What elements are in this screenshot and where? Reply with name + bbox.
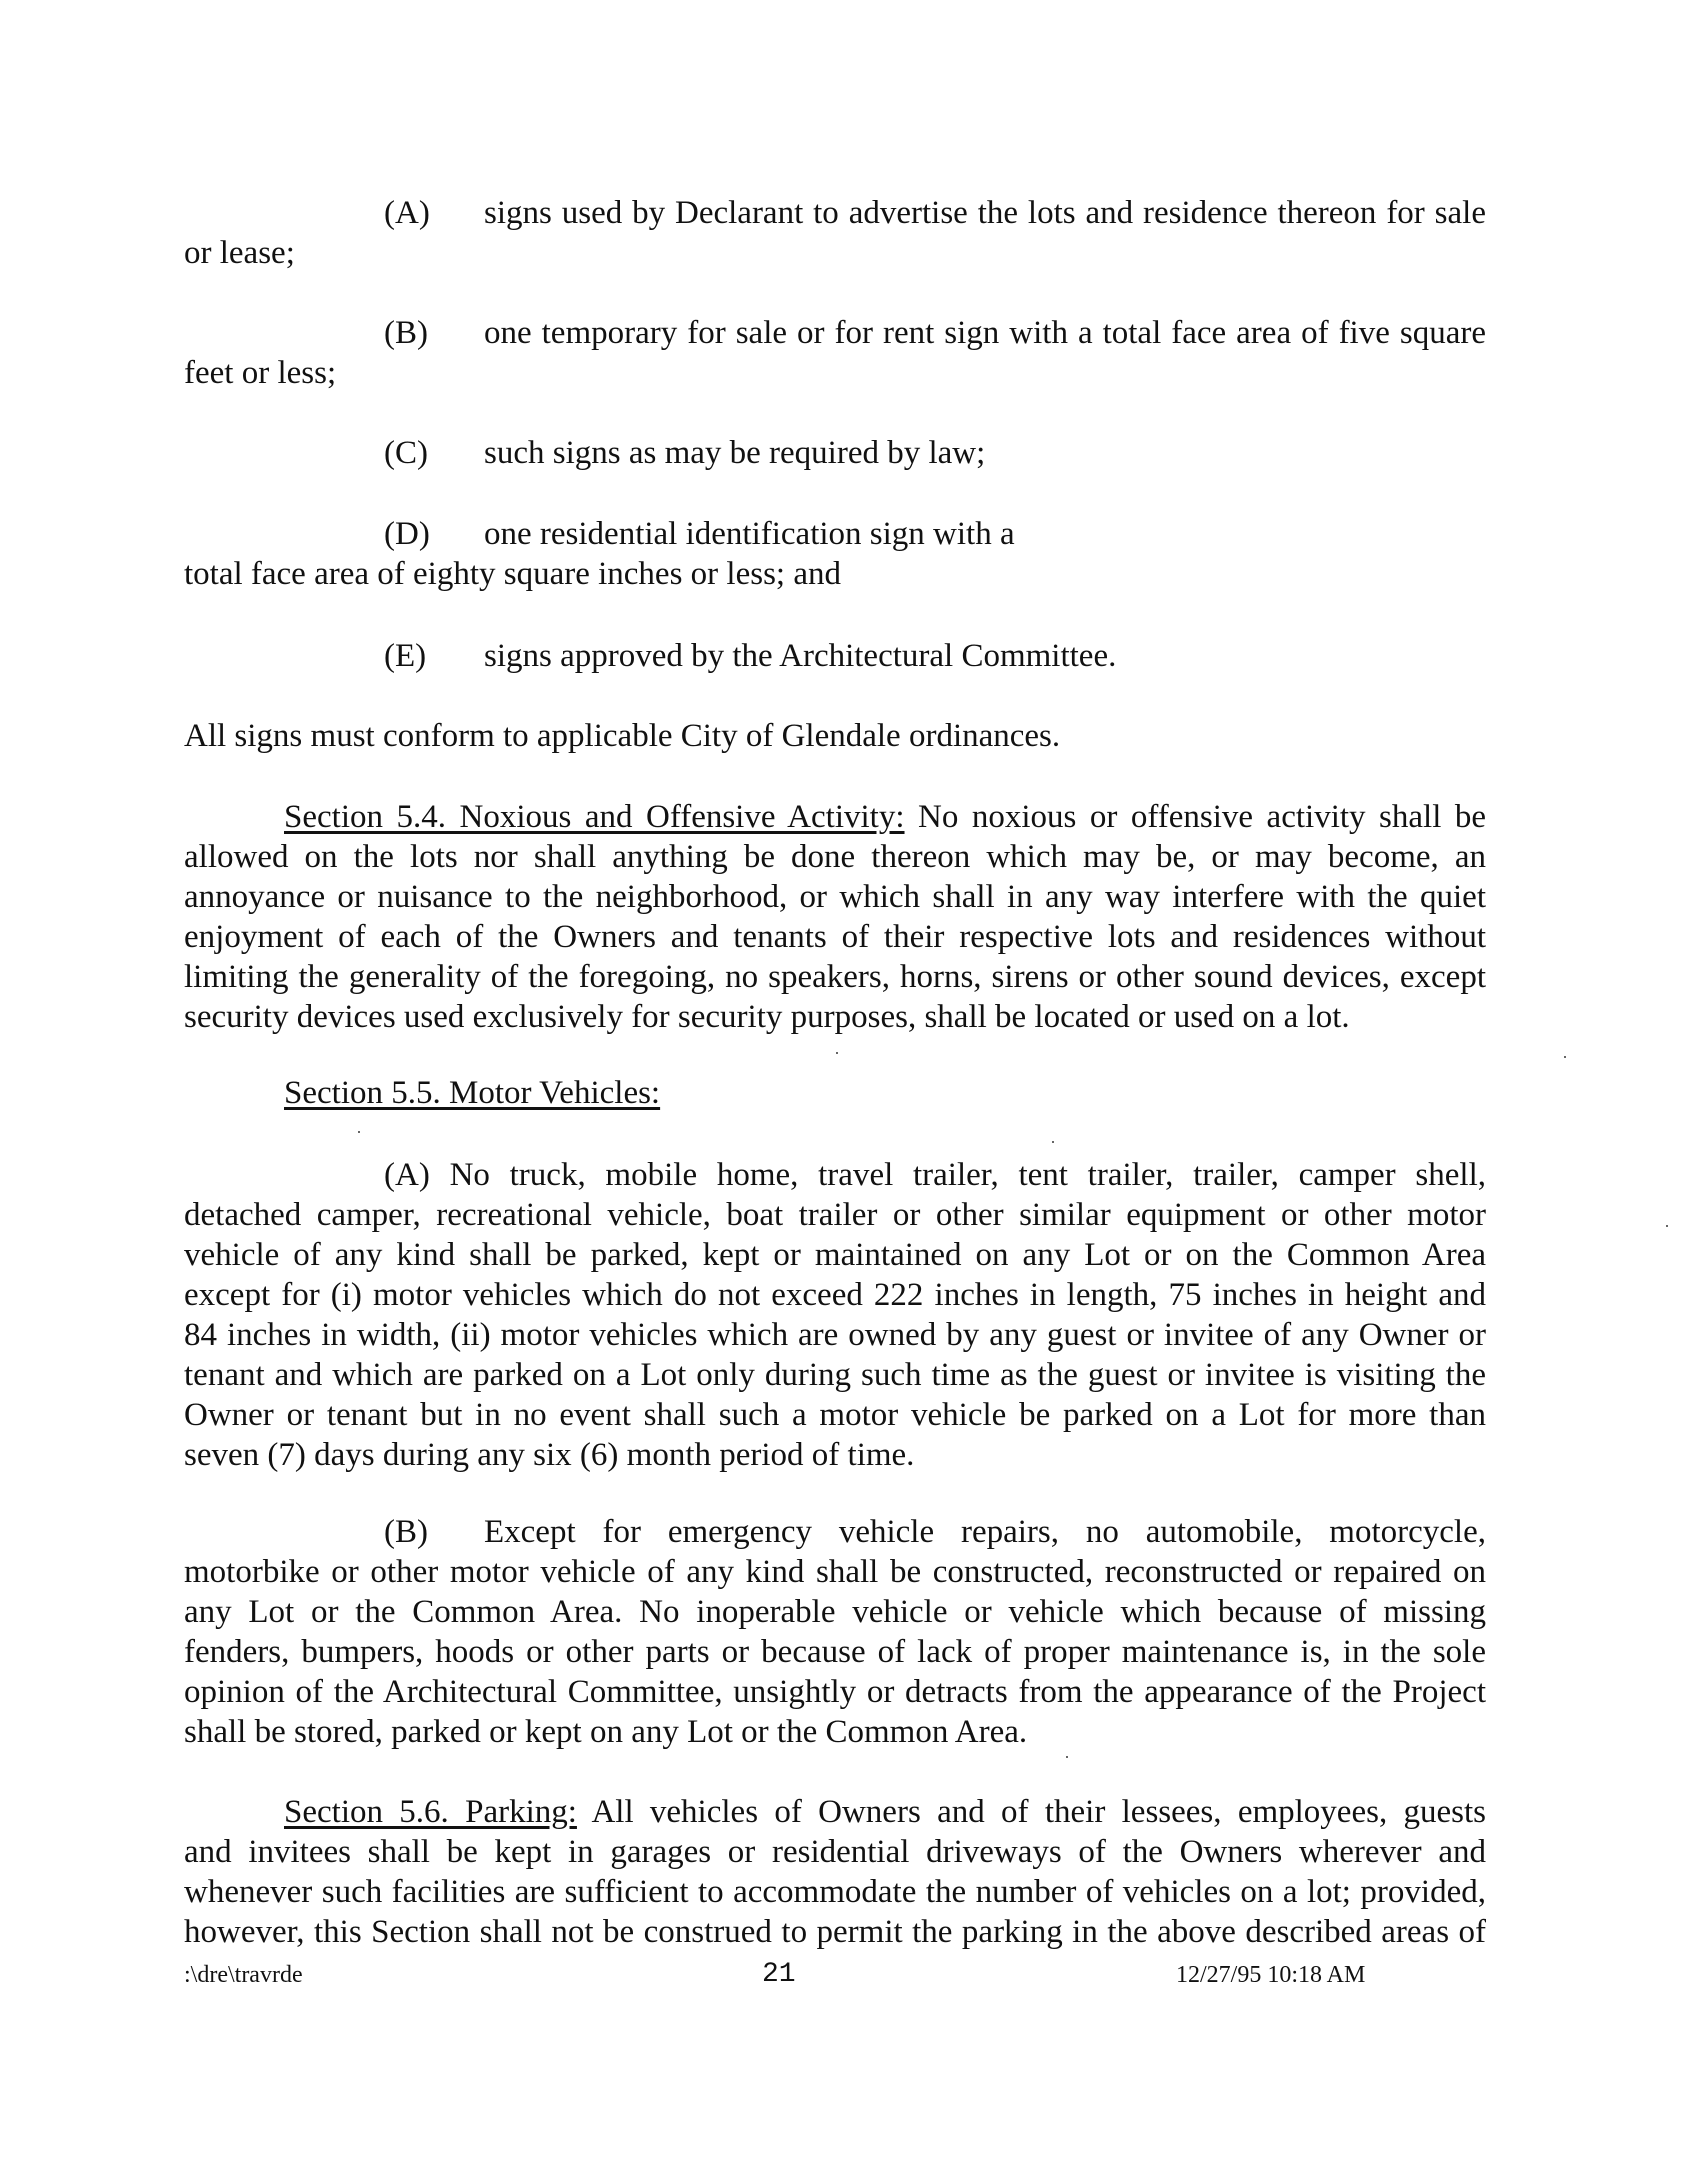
scan-speck [1066, 1756, 1068, 1758]
paragraph-line: detached camper, recreational vehicle, boat trailer or other similar equipment or other motor [184, 1197, 1486, 1233]
page-number: 21 [762, 1959, 796, 1990]
section-heading: Section 5.6. Parking: [284, 1794, 577, 1830]
item-text: feet or less; [184, 355, 337, 391]
sign-item-c [184, 433, 1486, 473]
paragraph-line: Except for emergency vehicle repairs, no automobile, motorcycle, [484, 1514, 1486, 1550]
item-label: (C) [384, 435, 428, 471]
item-text: signs used by Declarant to advertise the lots and residence thereon for sale [484, 195, 1486, 231]
scan-speck [836, 1052, 838, 1054]
item-text: such signs as may be required by law; [484, 435, 986, 471]
paragraph-line: All signs must conform to applicable City of Glendale ordinances. [184, 718, 1061, 754]
paragraph-line: however, this Section shall not be construed to permit the parking in the above described areas of [184, 1914, 1486, 1950]
paragraph-line: No noxious or offensive activity shall be [918, 799, 1487, 835]
page-footer [184, 1955, 1486, 1995]
item-text: one residential identification sign with a [484, 516, 1015, 552]
paragraph-line: All vehicles of Owners and of their lessees, employees, guests [591, 1794, 1486, 1830]
item-text: total face area of eighty square inches or less; and [184, 556, 841, 592]
section-5-5-heading [184, 1073, 1486, 1113]
paragraph-line: except for (i) motor vehicles which do not exceed 222 inches in length, 75 inches in height and [184, 1277, 1486, 1313]
section-heading: Section 5.5. Motor Vehicles: [284, 1075, 661, 1111]
item-text: one temporary for sale or for rent sign with a total face area of five square [484, 315, 1486, 351]
section-heading: Section 5.4. Noxious and Offensive Activity: [284, 799, 905, 835]
sign-item-d [184, 514, 1486, 594]
item-label: (D) [384, 516, 430, 552]
item-label: (B) [384, 1514, 428, 1550]
paragraph-line: 84 inches in width, (ii) motor vehicles which are owned by any guest or invitee of any Owner or [184, 1317, 1486, 1353]
paragraph-line: annoyance or nuisance to the neighborhood, or which shall in any way interfere with the quiet [184, 879, 1486, 915]
sign-item-e [184, 636, 1486, 676]
item-label: (E) [384, 638, 427, 674]
item-label: (A) [384, 195, 430, 231]
section-5-5-b [184, 1512, 1486, 1752]
footer-file-path: :\dre\travrde [184, 1962, 303, 1988]
paragraph-line: seven (7) days during any six (6) month period of time. [184, 1437, 915, 1473]
section-5-5-a [184, 1155, 1486, 1475]
paragraph-line: motorbike or other motor vehicle of any kind shall be constructed, reconstructed or repaired on [184, 1554, 1486, 1590]
sign-item-a [184, 193, 1486, 273]
paragraph-line: opinion of the Architectural Committee, unsightly or detracts from the appearance of the Project [184, 1674, 1486, 1710]
paragraph-line: security devices used exclusively for security purposes, shall be located or used on a lot. [184, 999, 1350, 1035]
item-text: signs approved by the Architectural Committee. [484, 638, 1117, 674]
item-label: (B) [384, 315, 428, 351]
paragraph-line: fenders, bumpers, hoods or other parts or because of lack of proper maintenance is, in the sole [184, 1634, 1486, 1670]
footer-timestamp: 12/27/95 10:18 AM [1176, 1962, 1366, 1988]
paragraph-line: No truck, mobile home, travel trailer, tent trailer, trailer, camper shell, [449, 1157, 1486, 1193]
item-label: (A) [384, 1157, 430, 1193]
paragraph-line: Owner or tenant but in no event shall such a motor vehicle be parked on a Lot for more than [184, 1397, 1486, 1433]
paragraph-line: tenant and which are parked on a Lot only during such time as the guest or invitee is visiting the [184, 1357, 1486, 1393]
paragraph-line: whenever such facilities are sufficient to accommodate the number of vehicles on a lot; provided, [184, 1874, 1486, 1910]
scan-speck [1564, 1056, 1566, 1058]
paragraph-line: limiting the generality of the foregoing, no speakers, horns, sirens or other sound devices, except [184, 959, 1486, 995]
paragraph-line: shall be stored, parked or kept on any Lot or the Common Area. [184, 1714, 1028, 1750]
signs-conform-paragraph [184, 716, 1486, 756]
paragraph-line: any Lot or the Common Area. No inoperable vehicle or vehicle which because of missing [184, 1594, 1486, 1630]
paragraph-line: enjoyment of each of the Owners and tenants of their respective lots and residences without [184, 919, 1486, 955]
paragraph-line: and invitees shall be kept in garages or residential driveways of the Owners wherever and [184, 1834, 1486, 1870]
sign-item-b [184, 313, 1486, 393]
scan-speck [358, 1131, 360, 1133]
section-5-6 [184, 1792, 1486, 1952]
item-text: or lease; [184, 235, 295, 271]
document-page [184, 0, 1486, 2160]
section-5-4 [184, 797, 1486, 1037]
scan-speck [1052, 1141, 1054, 1143]
paragraph-line: allowed on the lots nor shall anything be done thereon which may be, or may become, an [184, 839, 1486, 875]
scan-speck [1666, 1225, 1668, 1227]
paragraph-line: vehicle of any kind shall be parked, kept or maintained on any Lot or on the Common Area [184, 1237, 1486, 1273]
